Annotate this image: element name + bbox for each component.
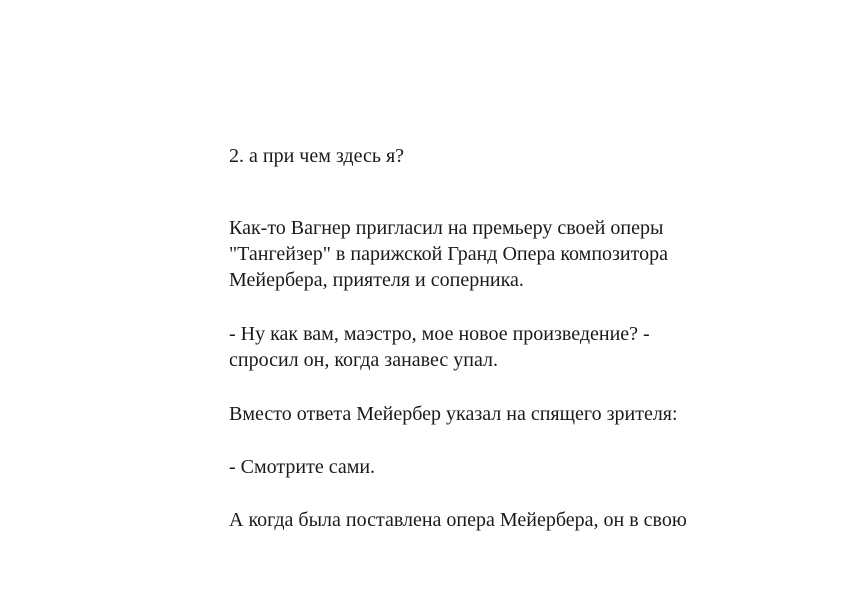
paragraph-reply bbox=[229, 454, 789, 480]
paragraph-continuation bbox=[229, 507, 789, 533]
text-line: Вместо ответа Мейербер указал на спящего зрителя: bbox=[229, 403, 678, 425]
text-line: "Тангейзер" в парижской Гранд Опера композитора bbox=[229, 243, 668, 265]
paragraph-invitation bbox=[229, 215, 789, 293]
text-line: Мейербера, приятеля и соперника. bbox=[229, 269, 524, 291]
paragraph-answer bbox=[229, 401, 789, 427]
text-line: - Ну как вам, маэстро, мое новое произведение? - bbox=[229, 323, 650, 345]
text-line: - Смотрите сами. bbox=[229, 456, 376, 478]
text-line: спросил он, когда занавес упал. bbox=[229, 349, 498, 371]
paragraph-question bbox=[229, 321, 789, 373]
text-line: Как-то Вагнер пригласил на премьеру своей оперы bbox=[229, 217, 664, 239]
section-heading: 2. а при чем здесь я? bbox=[229, 145, 405, 167]
text-line: А когда была поставлена опера Мейербера, он в свою bbox=[229, 509, 687, 531]
